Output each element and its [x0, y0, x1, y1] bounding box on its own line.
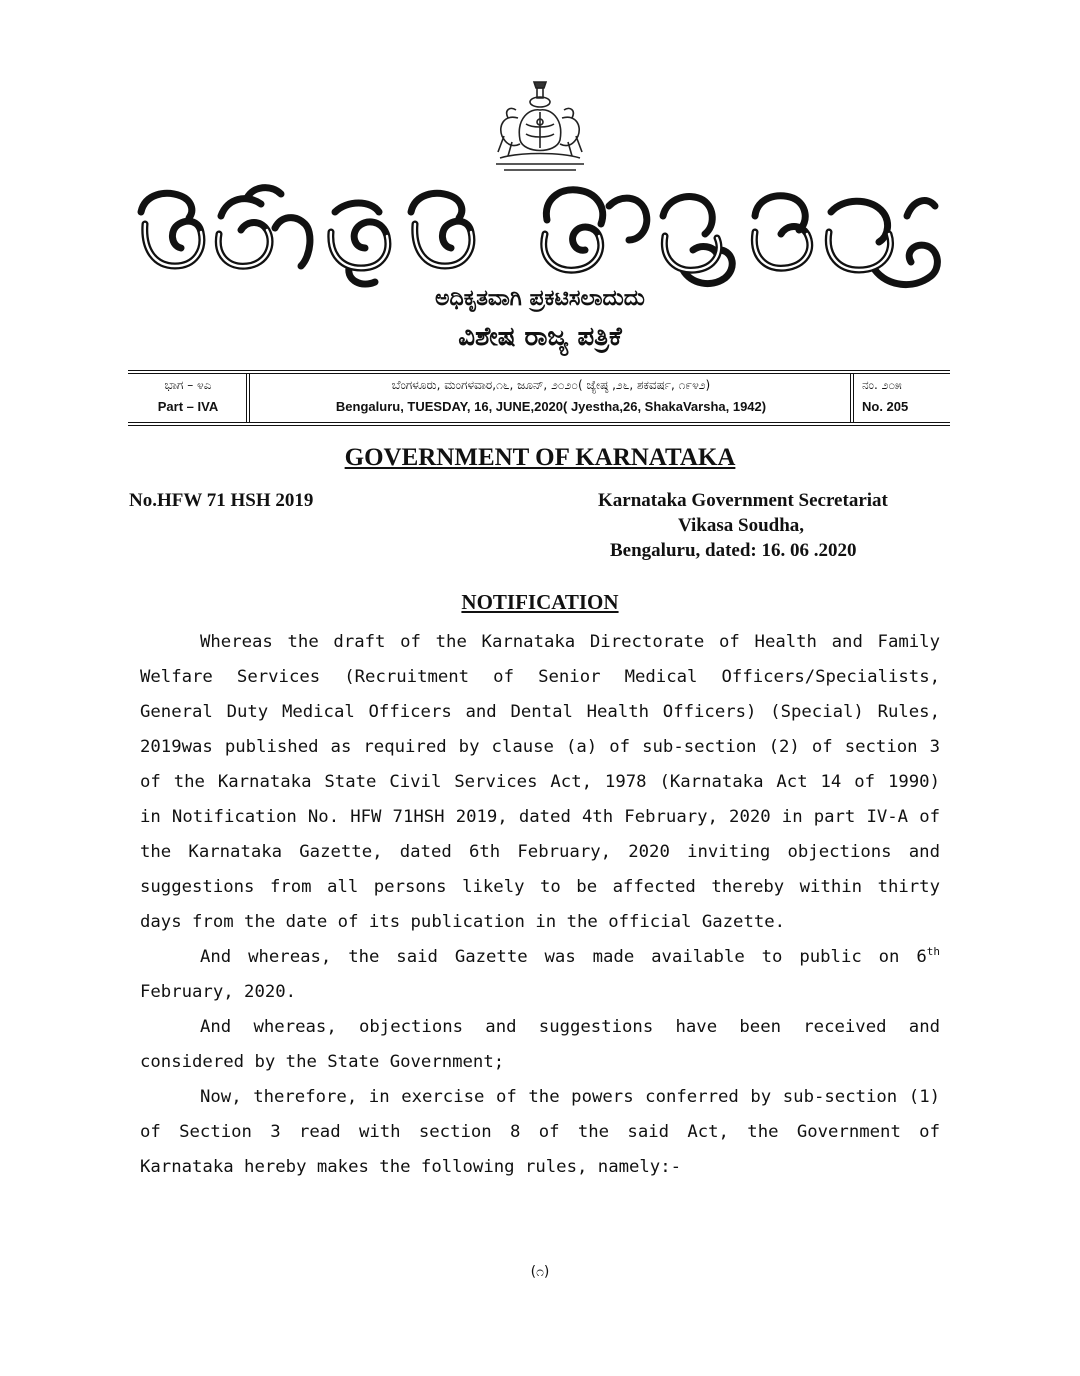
- divider: [249, 374, 250, 422]
- masthead-title: [135, 176, 945, 298]
- issue-date-english: Bengaluru, TUESDAY, 16, JUNE,2020( Jyestha,26, ShakaVarsha, 1942): [335, 399, 767, 414]
- issue-number-english: No. 205: [862, 399, 909, 414]
- ordinal-suffix: th: [926, 945, 940, 959]
- rule-top: [128, 370, 950, 371]
- dated-line: Bengaluru, dated: 16. 06 .2020: [610, 540, 857, 561]
- masthead-logotype: [135, 176, 945, 298]
- issue-date-cell: [252, 374, 850, 422]
- notification-heading: NOTIFICATION: [461, 590, 619, 614]
- government-heading: GOVERNMENT OF KARNATAKA: [344, 444, 736, 471]
- rule-bottom-inner: [128, 422, 950, 423]
- issue-number-cell: [856, 374, 950, 422]
- paragraph-gazette-available: [140, 940, 940, 1010]
- paragraph-now-therefore: Now, therefore, in exercise of the powers conferred by sub-section (1) of Section 3 read with section 8 of the said Act, the Government of Karnataka hereby makes the following rules, namely:-: [140, 1087, 940, 1177]
- paragraph-text: And whereas, the said Gazette was made available to public on 6: [200, 947, 927, 967]
- divider: [850, 374, 851, 422]
- paragraph-objections: And whereas, objections and suggestions have been received and considered by the State Government;: [140, 1017, 940, 1072]
- masthead-subtitle-official: ಅಧಿಕೃತವಾಗಿ ಪ್ರಕಟಿಸಲಾದುದು: [435, 286, 645, 311]
- divider: [246, 374, 247, 422]
- secretariat-line: Karnataka Government Secretariat: [598, 490, 888, 511]
- issue-info-bar: [128, 370, 950, 426]
- paragraph-whereas-draft: Whereas the draft of the Karnataka Directorate of Health and Family Welfare Services (Recruitment of Senior Medical Officers/Specialists, General Duty Medical Officers and Dental Health Officers) (Special) Rules, 2019was published as required by clause (a) of sub-section (2) of section 3 of the Karnataka State Civil Services Act, 1978 (Karnataka Act 14 of 1990) in Notification No. HFW 71HSH 2019, dated 4th February, 2020 in part IV-A of the Karnataka Gazette, dated 6th February, 2020 inviting objections and suggestions from all persons likely to be affected thereby within thirty days from the date of its publication in the official Gazette.: [140, 632, 940, 932]
- reference-number: No.HFW 71 HSH 2019: [129, 490, 314, 511]
- divider: [853, 374, 854, 422]
- paragraph-text: February, 2020.: [140, 982, 297, 1002]
- notification-body: [140, 625, 940, 1185]
- issue-part-kannada: ಭಾಗ – ೪ಎ: [164, 378, 212, 392]
- issue-date-kannada: ಬೆಂಗಳೂರು, ಮಂಗಳವಾರ,೧೬, ಜೂನ್, ೨೦೨೦( ಜ್ಯೇಷ್ಠ ,೨೬, ಶಕವರ್ಷ, ೧೯೪೨): [391, 378, 711, 392]
- state-emblem-icon: [490, 78, 590, 176]
- issue-number-kannada: ನಂ. ೨೦೫: [862, 378, 902, 392]
- issue-part-cell: [130, 374, 246, 422]
- soudha-line: Vikasa Soudha,: [678, 515, 805, 536]
- masthead-subtitle-special: ವಿಶೇಷ ರಾಜ್ಯ ಪತ್ರಿಕೆ: [458, 322, 622, 352]
- page-number: (೧): [530, 1264, 550, 1280]
- issue-part-english: Part – IVA: [157, 399, 219, 414]
- rule-bottom: [128, 425, 950, 426]
